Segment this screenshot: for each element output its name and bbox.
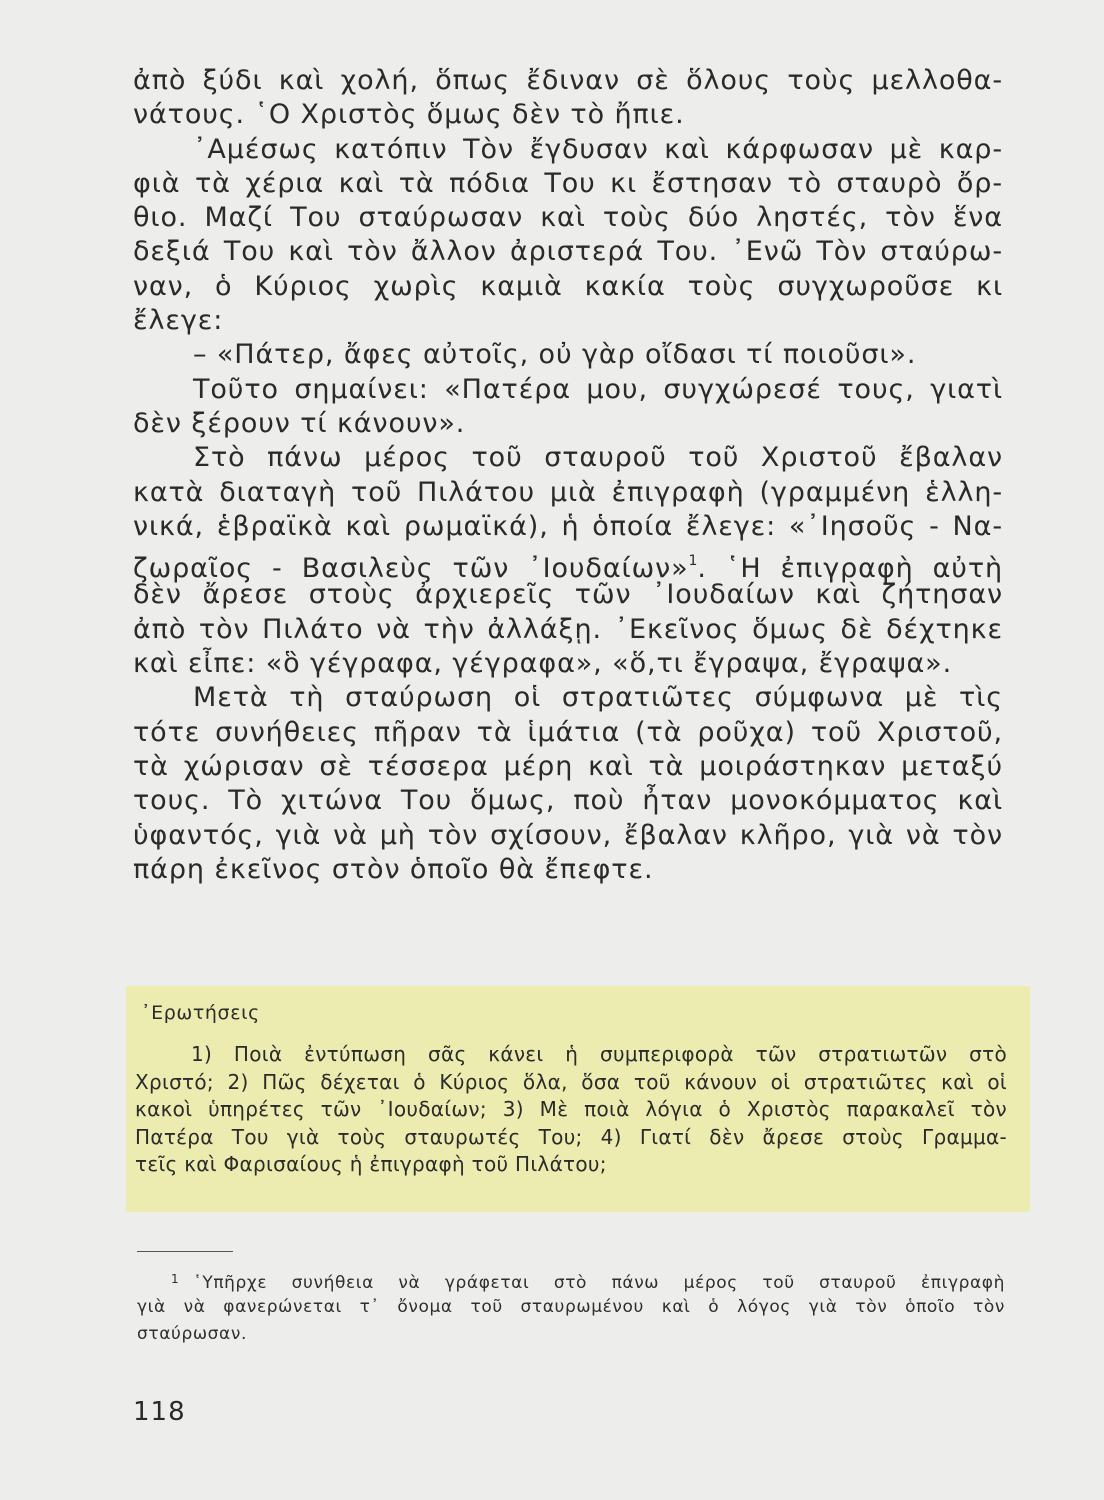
text-line: φιὰ τὰ χέρια καὶ τὰ πόδια Του κι ἔστησαν τὸ σταυρὸ ὄρ- (133, 167, 1003, 199)
questions-body (135, 1041, 1007, 1179)
footnote-line: σταύρωσαν. (137, 1324, 247, 1344)
text-line: κατὰ διαταγὴ τοῦ Πιλάτου μιὰ ἐπιγραφὴ (γραμμένη ἑλλη- (133, 476, 1003, 508)
footnote-line (137, 1266, 1005, 1294)
text-line: πάρη ἐκεῖνος στὸν ὁποῖο θὰ ἔπεφτε. (133, 853, 654, 885)
text-line: ᾿Αμέσως κατόπιν Τὸν ἔγδυσαν καὶ κάρφωσαν μὲ καρ- (193, 133, 1003, 165)
text-line: δὲν ξέρουν τί κάνουν». (133, 407, 466, 439)
text-line: ἔλεγε: (133, 305, 224, 337)
text-line: Στὸ πάνω μέρος τοῦ σταυροῦ τοῦ Χριστοῦ ἔβαλαν (193, 442, 1003, 474)
questions-title: ᾿Ερωτήσεις (141, 1002, 260, 1024)
footnote (137, 1266, 1005, 1349)
text-segment: ζωραῖος - Βασιλεὺς τῶν ᾿Ιουδαίων» (133, 553, 689, 585)
text-line: νάτους. ῾Ο Χριστὸς ὅμως δὲν τὸ ἤπιε. (133, 99, 685, 131)
text-line: Τοῦτο σημαίνει: «Πατέρα μου, συγχώρεσέ τους, γιατὶ (193, 373, 1003, 405)
text-line: ὑφαντός, γιὰ νὰ μὴ τὸν σχίσουν, ἔβαλαν κλῆρο, γιὰ νὰ τὸν (133, 819, 1003, 851)
text-line: τότε συνήθειες πῆραν τὰ ἱμάτια (τὰ ροῦχα) τοῦ Χριστοῦ, (133, 716, 1003, 748)
text-line: νικά, ἑβραϊκὰ καὶ ρωμαϊκά), ἡ ὁποία ἔλεγε: «᾿Ιησοῦς - Να- (133, 510, 1003, 542)
footnote-divider (137, 1251, 233, 1252)
question-line: Πατέρα Του γιὰ τοὺς σταυρωτές Του; 4) Γιατί δὲν ἄρεσε στοὺς Γραμμα- (135, 1124, 1007, 1149)
text-line: ἀπὸ ξύδι καὶ χολή, ὅπως ἔδιναν σὲ ὅλους τοὺς μελλοθα- (133, 65, 1003, 96)
text-line: τους. Τὸ χιτώνα Του ὅμως, ποὺ ἦταν μονοκόμματος καὶ (133, 785, 1003, 817)
main-text (133, 64, 1003, 887)
text-line: ἀπὸ τὸν Πιλάτο νὰ τὴν ἀλλάξῃ. ᾿Εκεῖνος ὅμως δὲ δέχτηκε (133, 613, 1003, 645)
text-line (133, 544, 1003, 585)
text-line: δεξιά Του καὶ τὸν ἄλλον ἀριστερά Του. ᾿Ενῶ Τὸν σταύρω- (133, 236, 1003, 268)
text-line: δὲν ἄρεσε στοὺς ἀρχιερεῖς τῶν ᾿Ιουδαίων καὶ ζήτησαν (133, 579, 1003, 611)
text-line: Μετὰ τὴ σταύρωση οἱ στρατιῶτες σύμφωνα μὲ τὶς (193, 682, 1003, 714)
text-line: καὶ εἶπε: «ὃ γέγραφα, γέγραφα», «ὅ,τι ἔγραψα, ἔγραψα». (133, 648, 953, 680)
footnote-marker: 1 (171, 1272, 180, 1286)
questions-box (126, 986, 1030, 1212)
footnote-line: γιὰ νὰ φανερώνεται τ᾿ ὄνομα τοῦ σταυρωμένου καὶ ὁ λόγος γιὰ τὸν ὁποῖο τὸν (137, 1296, 1005, 1317)
question-line: κακοὶ ὑπηρέτες τῶν ᾿Ιουδαίων; 3) Μὲ ποιὰ λόγια ὁ Χριστὸς παρακαλεῖ τὸν (135, 1097, 1007, 1121)
text-segment: . ῾Η ἐπιγραφὴ αὐτὴ (697, 553, 1003, 585)
footnote-reference: 1 (688, 553, 698, 570)
footnote-text: ῾Υπῆρχε συνήθεια νὰ γράφεται στὸ πάνω μέρος τοῦ σταυροῦ ἐπιγραφὴ (193, 1273, 1005, 1293)
text-line: θιο. Μαζί Του σταύρωσαν καὶ τοὺς δύο ληστές, τὸν ἕνα (133, 202, 1003, 234)
text-line: – «Πάτερ, ἄφες αὐτοῖς, οὐ γὰρ οἴδασι τί ποιοῦσι». (193, 339, 917, 371)
page-number: 118 (133, 1397, 186, 1427)
question-line: τεῖς καὶ Φαρισαίους ἡ ἐπιγραφὴ τοῦ Πιλάτου; (135, 1152, 607, 1176)
text-line: ναν, ὁ Κύριος χωρὶς καμιὰ κακία τοὺς συγχωροῦσε κι (133, 270, 1003, 302)
text-line: τὰ χώρισαν σὲ τέσσερα μέρη καὶ τὰ μοιράστηκαν μεταξύ (133, 750, 1003, 782)
question-line: Χριστό; 2) Πῶς δέχεται ὁ Κύριος ὅλα, ὅσα τοῦ κάνουν οἱ στρατιῶτες καὶ οἱ (135, 1069, 1007, 1094)
question-line: 1) Ποιὰ ἐντύπωση σᾶς κάνει ἡ συμπεριφορὰ τῶν στρατιωτῶν στὸ (191, 1042, 1007, 1066)
